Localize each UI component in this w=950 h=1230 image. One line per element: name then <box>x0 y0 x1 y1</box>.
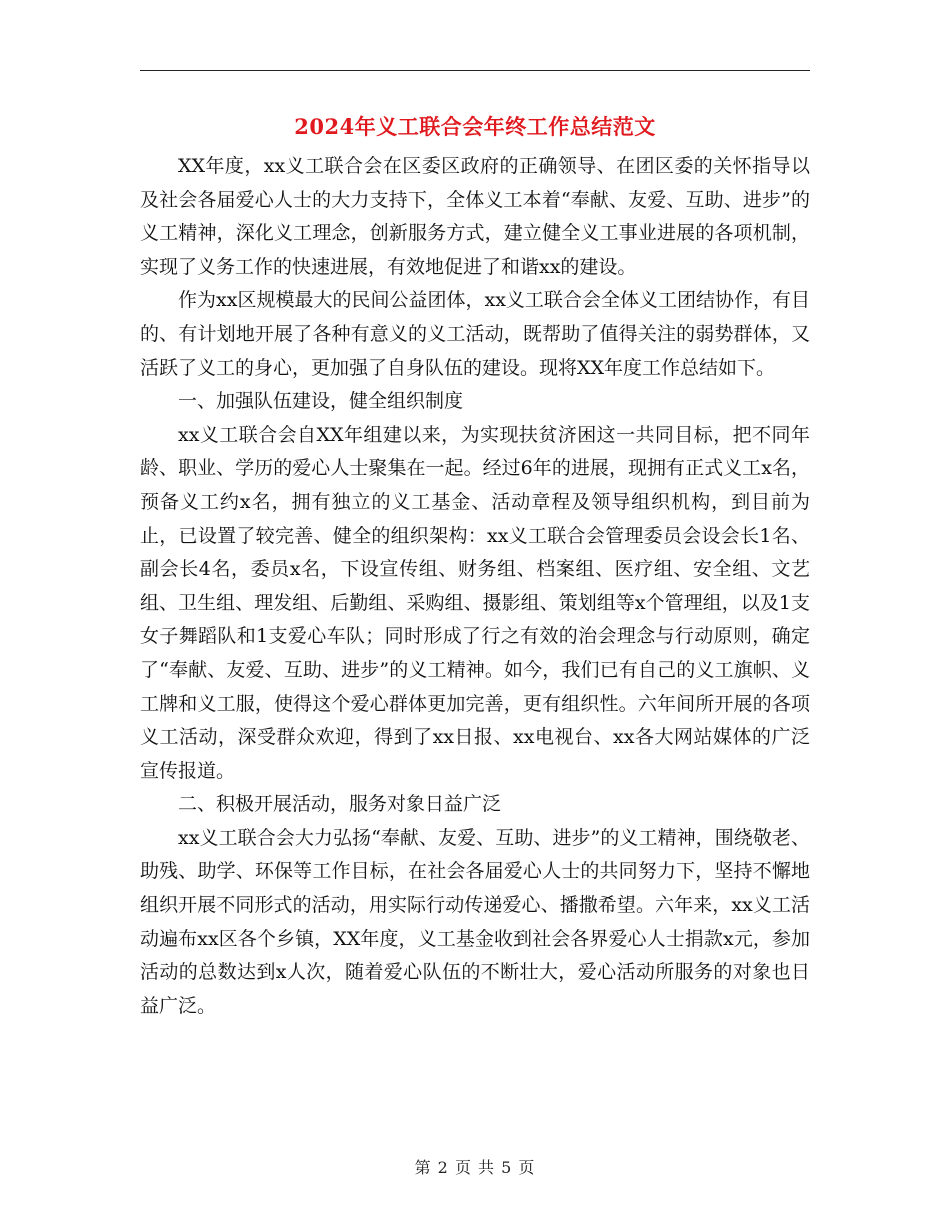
section2-paragraph: xx义工联合会大力弘扬“奉献、友爱、互助、进步”的义工精神，围绕敬老、助残、助学、环保等工作目标，在社会各届爱心人士的共同努力下，坚持不懈地组织开展不同形式的活动，用实际行动传递爱心、播撒希望。六年来，xx义工活动遍布xx区各个乡镇，XX年度，义工基金收到社会各界爱心人士捐款x元，参加活动的总数达到x人次，随着爱心队伍的不断壮大，爱心活动所服务的对象也日益广泛。 <box>140 826 810 1017</box>
document-body <box>140 150 810 1023</box>
section1-heading: 一、加强队伍建设，健全组织制度 <box>178 390 464 413</box>
section2-heading: 二、积极开展活动，服务对象日益广泛 <box>178 793 502 816</box>
page-footer: 第 2 页 共 5 页 <box>414 1158 536 1177</box>
intro-paragraph: XX年度，xx义工联合会在区委区政府的正确领导、在团区委的关怀指导以及社会各届爱心人士的大力支持下，全体义工本着“奉献、友爱、互助、进步”的义工精神，深化义工理念，创新服务方式，建立健全义工事业进展的各项机制，实现了义务工作的快速进展，有效地促进了和谐xx的建设。 <box>140 155 810 278</box>
document-title: 2024年义工联合会年终工作总结范文 <box>294 114 656 139</box>
section1-paragraph: xx义工联合会自XX年组建以来，为实现扶贫济困这一共同目标，把不同年龄、职业、学历的爱心人士聚集在一起。经过6年的进展，现拥有正式义工x名，预备义工约x名，拥有独立的义工基金、活动章程及领导组织机构，到目前为止，已设置了较完善、健全的组织架构：xx义工联合会管理委员会设会长1名、副会长4名，委员x名，下设宣传组、财务组、档案组、医疗组、安全组、文艺组、卫生组、理发组、后勤组、采购组、摄影组、策划组等x个管理组，以及1支女子舞蹈队和1支爱心车队；同时形成了行之有效的治会理念与行动原则，确定了“奉献、友爱、互助、进步”的义工精神。如今，我们已有自己的义工旗帜、义工牌和义工服，使得这个爱心群体更加完善，更有组织性。六年间所开展的各项义工活动，深受群众欢迎，得到了xx日报、xx电视台、xx各大网站媒体的广泛宣传报道。 <box>140 423 810 782</box>
header-rule <box>140 70 810 71</box>
overview-paragraph: 作为xx区规模最大的民间公益团体，xx义工联合会全体义工团结协作，有目的、有计划地开展了各种有意义的义工活动，既帮助了值得关注的弱势群体，又活跃了义工的身心，更加强了自身队伍的建设。现将XX年度工作总结如下。 <box>140 289 810 379</box>
